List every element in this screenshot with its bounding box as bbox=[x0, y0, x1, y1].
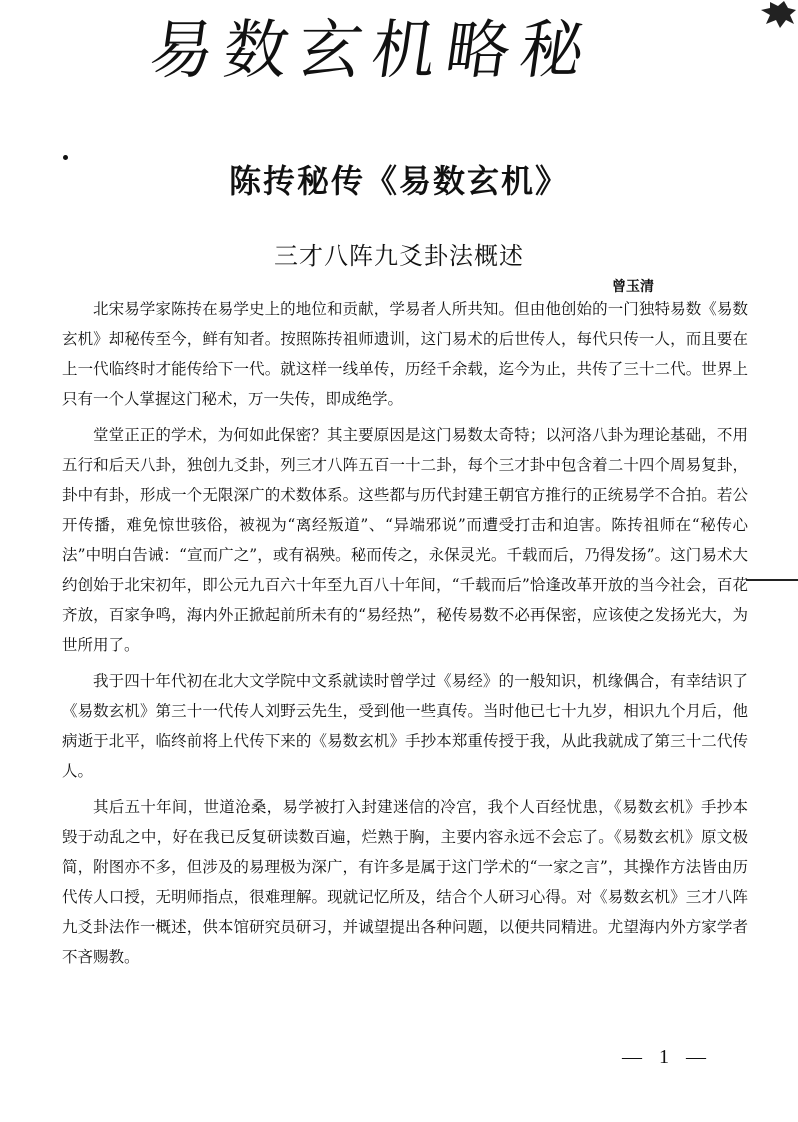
ink-blot-mark bbox=[758, 0, 798, 30]
paragraph: 其后五十年间，世道沧桑，易学被打入封建迷信的冷宫，我个人百经忧患，《易数玄机》手抄本毁于动乱之中，好在我已反复研读数百遍，烂熟于胸，主要内容永远不会忘了。《易数玄机》原文极简，附图亦不多，但涉及的易理极为深广，有许多是属于这门学术的“一家之言”，其操作方法皆由历代传人口授，无明师指点，很难理解。现就记忆所及，结合个人研习心得。对《易数玄机》三才八阵九爻卦法作一概述，供本馆研究员研习，并诚望提出各种问题，以便共同精进。尤望海内外方家学者不吝赐教。 bbox=[62, 798, 748, 966]
paragraph: 北宋易学家陈抟在易学史上的地位和贡献，学易者人所共知。但由他创始的一门独特易数《易数玄机》却秘传至今，鲜有知者。按照陈抟祖师遗训，这门易术的后世传人，每代只传一人，而且要在上一代临终时才能传给下一代。就这样一线单传，历经千余载，迄今为止，共传了三十二代。世界上只有一个人掌握这门秘术，万一失传，即成绝学。 bbox=[62, 300, 748, 408]
paragraph: 堂堂正正的学术，为何如此保密？其主要原因是这门易数太奇特；以河洛八卦为理论基础，不用五行和后天八卦，独创九爻卦，列三才八阵五百一十二卦，每个三才卦中包含着二十四个周易复卦，卦中有卦，形成一个无限深广的术数体系。这些都与历代封建王朝官方推行的正统易学不合拍。若公开传播，难免惊世骇俗，被视为“离经叛道”、“异端邪说”而遭受打击和迫害。陈抟祖师在“秘传心法”中明白告诫：“宣而广之”，或有祸殃。秘而传之，永保灵光。千载而后，乃得发扬”。这门易术大约创始于北宋初年，即公元九百六十年至九百八十年间，“千载而后”恰逢改革开放的当今社会，百花齐放，百家争鸣，海内外正掀起前所未有的“易经热”，秘传易数不必再保密，应该使之发扬光大，为世所用了。 bbox=[62, 426, 748, 654]
margin-scratch-line bbox=[746, 579, 798, 581]
article-body bbox=[62, 294, 748, 978]
handwritten-header-title: 易数玄机略秘 bbox=[144, 14, 600, 88]
page-number: — 1 — bbox=[622, 1046, 712, 1068]
author-name: 曾玉清 bbox=[612, 279, 654, 295]
paragraph: 我于四十年代初在北大文学院中文系就读时曾学过《易经》的一般知识，机缘偶合，有幸结识了《易数玄机》第三十一代传人刘野云先生，受到他一些真传。当时他已七十九岁，相识九个月后，他病逝于北平，临终前将上代传下来的《易数玄机》手抄本郑重传授于我，从此我就成了第三十二代传人。 bbox=[62, 672, 748, 780]
page-title: 陈抟秘传《易数玄机》 bbox=[228, 162, 569, 200]
page-subtitle: 三才八阵九爻卦法概述 bbox=[274, 244, 524, 270]
